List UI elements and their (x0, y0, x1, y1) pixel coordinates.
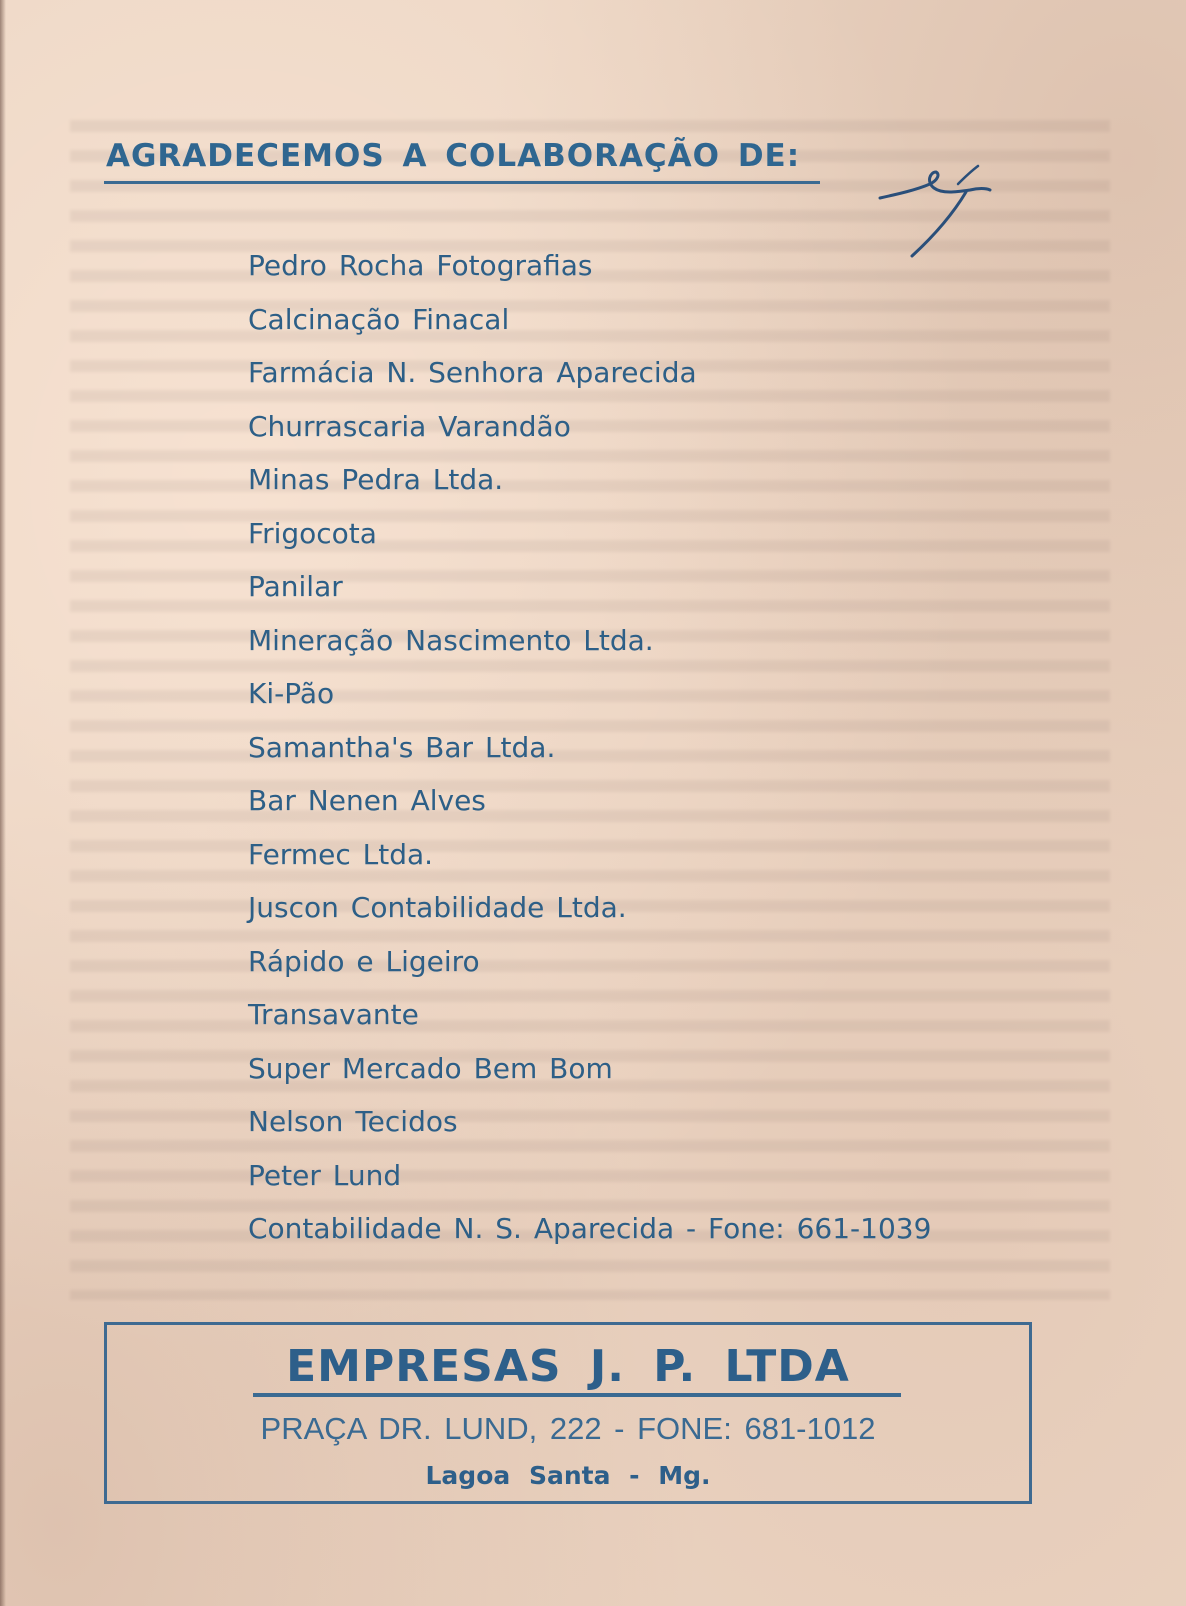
company-name-underline (253, 1393, 901, 1397)
list-item: Contabilidade N. S. Aparecida - Fone: 661-1039 (248, 1212, 932, 1245)
list-item: Fermec Ltda. (248, 837, 434, 871)
page-heading: AGRADECEMOS A COLABORAÇÃO DE: (106, 138, 801, 174)
list-item: Frigocota (248, 516, 377, 550)
list-item: Mineração Nascimento Ltda. (248, 623, 654, 657)
company-city: Lagoa Santa - Mg. (425, 1461, 711, 1490)
page-edge-shadow (0, 0, 6, 1606)
list-item: Ki-Pão (248, 677, 335, 710)
list-item: Rápido e Ligeiro (248, 944, 480, 978)
company-name: EMPRESAS J. P. LTDA (286, 1341, 850, 1392)
list-item: Transavante (248, 998, 419, 1031)
list-item: Nelson Tecidos (248, 1105, 458, 1138)
sponsor-list (248, 246, 931, 1263)
list-item: Peter Lund (248, 1158, 402, 1192)
list-item: Bar Nenen Alves (248, 784, 486, 817)
list-item: Calcinação Finacal (248, 302, 510, 336)
list-item: Farmácia N. Senhora Aparecida (248, 356, 697, 389)
list-item: Panilar (248, 570, 343, 603)
list-item: Samantha's Bar Ltda. (248, 730, 556, 764)
heading-underline (104, 181, 820, 184)
list-item: Super Mercado Bem Bom (248, 1051, 613, 1085)
list-item: Churrascaria Varandão (248, 409, 571, 443)
list-item: Pedro Rocha Fotografias (248, 249, 593, 282)
list-item: Juscon Contabilidade Ltda. (248, 891, 627, 924)
list-item: Minas Pedra Ltda. (248, 463, 504, 496)
company-box (104, 1322, 1032, 1504)
company-address: PRAÇA DR. LUND, 222 - FONE: 681-1012 (260, 1411, 876, 1446)
